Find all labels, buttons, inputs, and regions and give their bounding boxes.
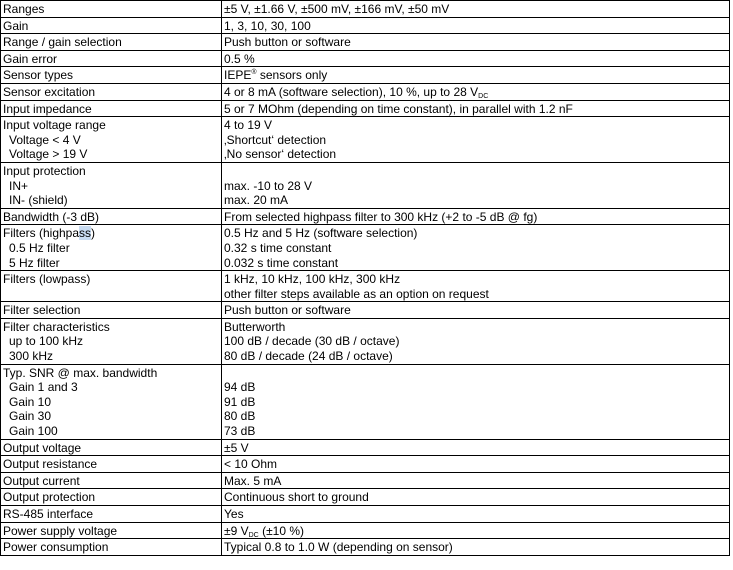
spec-value: ±5 V, ±1.66 V, ±500 mV, ±166 mV, ±50 mV bbox=[222, 1, 730, 18]
table-row bbox=[1, 162, 730, 208]
spec-label: Output resistance bbox=[1, 456, 222, 473]
spec-value: 4 or 8 mA (software selection), 10 %, up to 28 $V_{DC}$ bbox=[222, 83, 730, 100]
spec-label: Filter selection bbox=[1, 302, 222, 319]
spec-label: Power consumption bbox=[1, 539, 222, 556]
spec-value: Butterworth 100 dB / decade (30 dB / octave) 80 dB / decade (24 dB / octave) bbox=[222, 318, 730, 364]
spec-value: Push button or software bbox=[222, 34, 730, 51]
table-row bbox=[1, 506, 730, 523]
spacer bbox=[224, 164, 727, 179]
spec-value: Yes bbox=[222, 506, 730, 523]
table-row bbox=[1, 34, 730, 51]
table-row bbox=[1, 17, 730, 34]
spec-value: 94 dB 91 dB 80 dB 73 dB bbox=[222, 364, 730, 439]
table-row bbox=[1, 489, 730, 506]
table-row bbox=[1, 472, 730, 489]
table-row bbox=[1, 1, 730, 18]
spacer bbox=[224, 366, 727, 381]
spec-value: 1, 3, 10, 30, 100 bbox=[222, 17, 730, 34]
spec-label: Range / gain selection bbox=[1, 34, 222, 51]
spec-label: Filters (highpass) 0.5 Hz filter 5 Hz filter bbox=[1, 225, 222, 271]
table-row bbox=[1, 50, 730, 67]
spec-value: Push button or software bbox=[222, 302, 730, 319]
text-selection-highlight: ss bbox=[79, 226, 92, 241]
spec-value: IEPE® sensors only bbox=[222, 67, 730, 84]
spec-value: From selected highpass filter to 300 kHz (+2 to -5 dB @ fg) bbox=[222, 208, 730, 225]
spec-label: Output protection bbox=[1, 489, 222, 506]
spec-label: Gain bbox=[1, 17, 222, 34]
table-row bbox=[1, 318, 730, 364]
spec-value: ±5 V bbox=[222, 439, 730, 456]
table-row bbox=[1, 208, 730, 225]
spec-label: Sensor types bbox=[1, 67, 222, 84]
table-row bbox=[1, 117, 730, 163]
spec-label: Filters (lowpass) bbox=[1, 271, 222, 302]
spec-value: 0.5 % bbox=[222, 50, 730, 67]
spec-label: Output voltage bbox=[1, 439, 222, 456]
spec-value: Max. 5 mA bbox=[222, 472, 730, 489]
spec-label: Filter characteristics up to 100 kHz 300 kHz bbox=[1, 318, 222, 364]
table-row bbox=[1, 539, 730, 556]
spec-value: ±9 $V_{DC}$ (±10 %) bbox=[222, 522, 730, 539]
spec-value: 4 to 19 V ‚Shortcut‘ detection ‚No sensor‘ detection bbox=[222, 117, 730, 163]
spec-label: Sensor excitation bbox=[1, 83, 222, 100]
spec-value: Typical 0.8 to 1.0 W (depending on sensor) bbox=[222, 539, 730, 556]
spec-label: Output current bbox=[1, 472, 222, 489]
table-row bbox=[1, 100, 730, 117]
spec-label: Power supply voltage bbox=[1, 522, 222, 539]
spec-label: Typ. SNR @ max. bandwidth Gain 1 and 3 Gain 10 Gain 30 Gain 100 bbox=[1, 364, 222, 439]
table-row bbox=[1, 271, 730, 302]
table-row bbox=[1, 456, 730, 473]
spec-value: < 10 Ohm bbox=[222, 456, 730, 473]
spec-label: Input voltage range Voltage < 4 V Voltage > 19 V bbox=[1, 117, 222, 163]
spec-label: Bandwidth (-3 dB) bbox=[1, 208, 222, 225]
spec-value: 5 or 7 MOhm (depending on time constant), in parallel with 1.2 nF bbox=[222, 100, 730, 117]
table-row bbox=[1, 522, 730, 539]
spec-value: 0.5 Hz and 5 Hz (software selection) 0.32 s time constant 0.032 s time constant bbox=[222, 225, 730, 271]
spec-label: Input protection IN+ IN- (shield) bbox=[1, 162, 222, 208]
spec-label: RS-485 interface bbox=[1, 506, 222, 523]
spec-label: Input impedance bbox=[1, 100, 222, 117]
table-row bbox=[1, 439, 730, 456]
spec-value: Continuous short to ground bbox=[222, 489, 730, 506]
table-row bbox=[1, 364, 730, 439]
spec-value: 1 kHz, 10 kHz, 100 kHz, 300 kHz other filter steps available as an option on request bbox=[222, 271, 730, 302]
table-row bbox=[1, 225, 730, 271]
spec-label: Ranges bbox=[1, 1, 222, 18]
table-row bbox=[1, 83, 730, 100]
table-row bbox=[1, 67, 730, 84]
spec-value: max. -10 to 28 V max. 20 mA bbox=[222, 162, 730, 208]
spec-label: Gain error bbox=[1, 50, 222, 67]
table-row bbox=[1, 302, 730, 319]
